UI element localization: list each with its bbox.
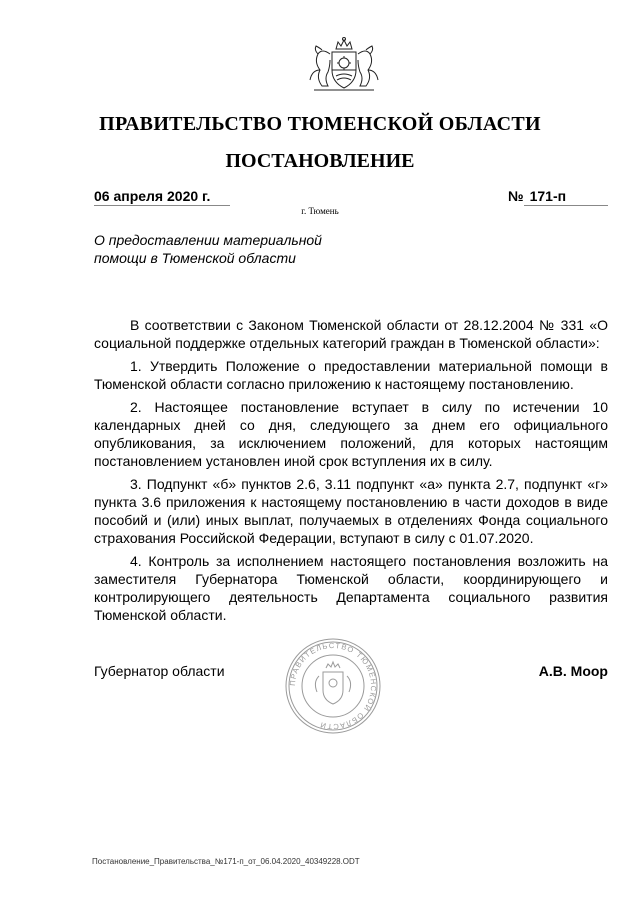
document-body (94, 316, 608, 629)
coat-of-arms-icon (300, 36, 388, 94)
svg-text:ПРАВИТЕЛЬСТВО ТЮМЕНСКОЙ ОБЛАСТ (288, 641, 378, 731)
document-subject: О предоставлении материальной помощи в Тюменской области (94, 232, 322, 266)
paragraph-1: 1. Утвердить Положение о предоставлении материальной помощи в Тюменской области согласно приложению к настоящему постановлению. (94, 358, 608, 392)
document-filename: Постановление_Правительства_№171-п_от_06.04.2020_40349228.ODT (92, 857, 360, 866)
paragraph-3: 3. Подпункт «б» пунктов 2.6, 3.11 подпункт «а» пункта 2.7, подпункт «г» пункта 3.6 приложения к настоящему постановлению в части доходов в виде пособий и (или) иных выплат, получаемых в отделениях Фонда социального страхования Российской Федерации, вступают в силу с 01.07.2020. (94, 476, 608, 546)
document-number-label: № (508, 188, 524, 204)
paragraph-2: 2. Настоящее постановление вступает в силу по истечении 10 календарных дней со дня, следующего за днем его официального опубликования, за исключением положений, для которых настоящим постановлением установлен иной срок вступления их в силу. (94, 399, 608, 469)
seal-text: ПРАВИТЕЛЬСТВО ТЮМЕНСКОЙ ОБЛАСТИ (287, 640, 379, 732)
document-date: 06 апреля 2020 г. (94, 188, 230, 206)
document-number: 171-п (524, 188, 608, 206)
document-number-field (508, 188, 608, 206)
government-title: ПРАВИТЕЛЬСТВО ТЮМЕНСКОЙ ОБЛАСТИ (99, 113, 541, 135)
document-city: г. Тюмень (301, 206, 339, 216)
signatory-name: А.В. Моор (538, 663, 608, 679)
paragraph-preamble: В соответствии с Законом Тюменской области от 28.12.2004 № 331 «О социальной поддержке отдельных категорий граждан в Тюменской области»: (94, 317, 608, 351)
signatory-position: Губернатор области (94, 663, 225, 679)
official-seal-icon (283, 636, 383, 736)
document-type-title: ПОСТАНОВЛЕНИЕ (225, 150, 415, 172)
paragraph-4: 4. Контроль за исполнением настоящего постановления возложить на заместителя Губернатора Тюменской области, координирующего и контролирующего деятельность Департамента социального развития Тюменской области. (94, 553, 608, 623)
